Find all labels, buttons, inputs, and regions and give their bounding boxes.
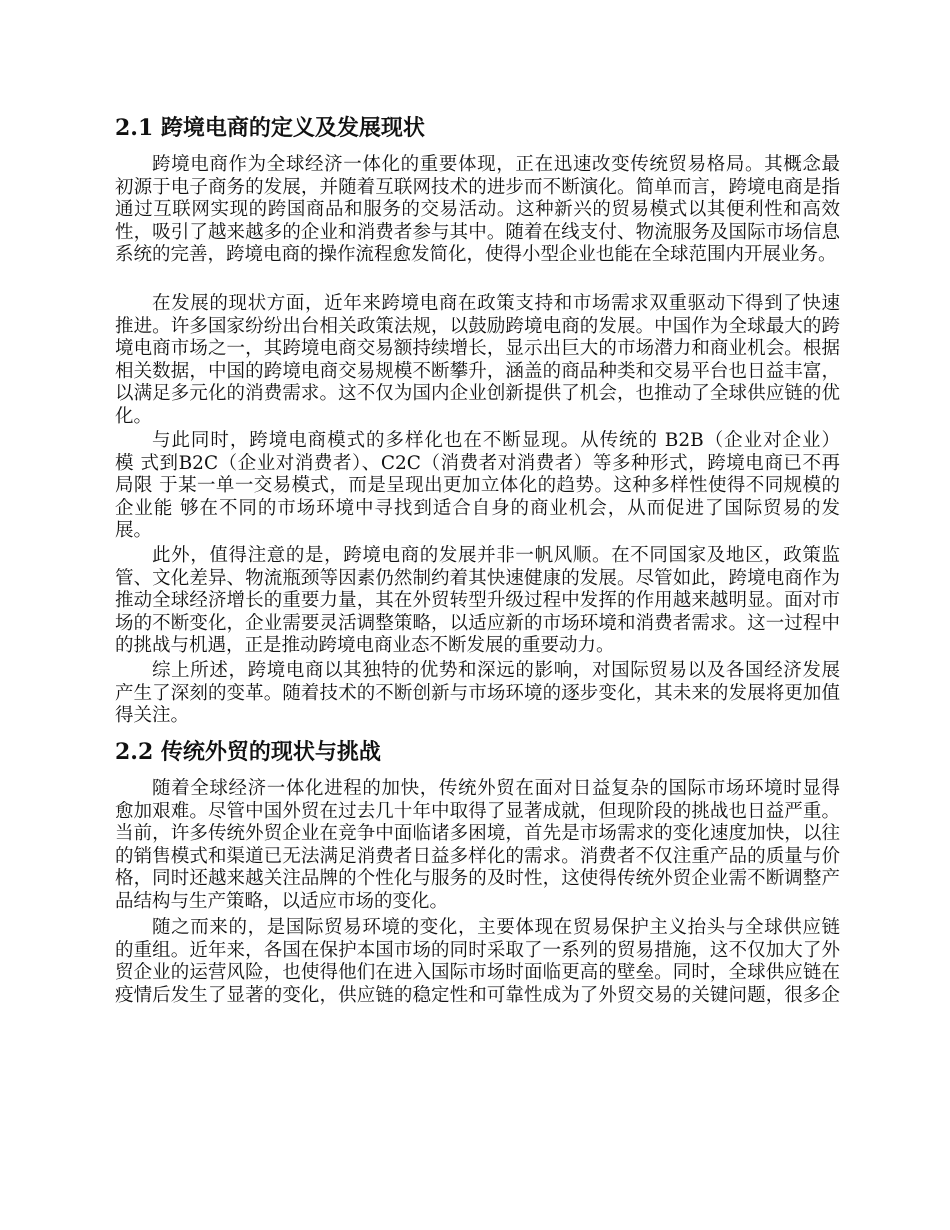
text-line: 随之而来的，是国际贸易环境的变化，主要体现在贸易保护主义抬头与全球供应链 [152, 917, 840, 938]
text-line: 愈加艰难。尽管中国外贸在过去几十年中取得了显著成就，但现阶段的挑战也日益严重。 [115, 800, 840, 822]
text-line: 场的不断变化，企业需要灵活调整策略，以适应新的市场环境和消费者需求。这一过程中 [115, 612, 840, 634]
text-line: 的重组。近年来，各国在保护本国市场的同时采取了一系列的贸易措施，这不仅加大了外 [115, 939, 840, 961]
text-line: 境电商市场之一，其跨境电商交易额持续增长，显示出巨大的市场潜力和商业机会。根据 [115, 338, 840, 359]
text-line: 初源于电子商务的发展，并随着互联网技术的进步而不断演化。简单而言，跨境电商是指 [115, 176, 840, 198]
text-line: 此外，值得注意的是，跨境电商的发展并非一帆风顺。在不同国家及地区，政策监 [152, 545, 840, 566]
paragraph [115, 660, 840, 728]
text-line: 贸企业的运营风险，也使得他们在进入国际市场时面临更高的壁垒。同时，全球供应链在 [115, 962, 840, 983]
text-line: 性，吸引了越来越多的企业和消费者参与其中。随着在线支付、物流服务及国际市场信息 [115, 221, 840, 243]
text-line: 局限 于某一单一交易模式，而是呈现出更加立体化的趋势。这种多样性使得不同规模的 [115, 475, 840, 496]
text-line: 以满足多元化的消费需求。这不仅为国内企业创新提供了机会，也推动了全球供应链的优 [115, 383, 840, 404]
text-line: 的挑战与机遇，正是推动跨境电商业态不断发展的重要动力。 [115, 635, 615, 656]
section-heading-2-2: 2.2 传统外贸的现状与挑战 [115, 739, 381, 765]
text-line: 当前，许多传统外贸企业在竞争中面临诸多困境，首先是市场需求的变化速度加快，以往 [115, 823, 840, 844]
paragraph [115, 545, 840, 658]
text-line: 疫情后发生了显著的变化，供应链的稳定性和可靠性成为了外贸交易的关键问题，很多企 [115, 984, 840, 1006]
text-line: 品结构与生产策略，以适应市场的变化。 [115, 890, 449, 912]
paragraph [115, 154, 840, 267]
text-line: 化。 [115, 405, 153, 427]
text-line: 随着全球经济一体化进程的加快，传统外贸在面对日益复杂的国际市场环境时显得 [152, 778, 840, 799]
text-line: 与此同时，跨境电商模式的多样化也在不断显现。从传统的 B2B（企业对企业） [152, 430, 840, 451]
text-line: 企业能 够在不同的市场环境中寻找到适合自身的商业机会，从而促进了国际贸易的发 [115, 497, 840, 519]
text-line: 得关注。 [115, 705, 190, 726]
section-heading-2-1: 2.1 跨境电商的定义及发展现状 [115, 115, 425, 141]
text-line: 推动全球经济增长的重要力量，其在外贸转型升级过程中发挥的作用越来越明显。面对市 [115, 590, 840, 611]
paragraph [115, 778, 840, 913]
text-line: 相关数据，中国的跨境电商交易规模不断攀升，涵盖的商品种类和交易平台也日益丰富， [115, 360, 840, 382]
text-line: 在发展的现状方面，近年来跨境电商在政策支持和市场需求双重驱动下得到了快速 [152, 293, 840, 314]
text-line: 产生了深刻的变革。随着技术的不断创新与市场环境的逐步变化，其未来的发展将更加值 [115, 682, 840, 704]
text-line: 管、文化差异、物流瓶颈等因素仍然制约着其快速健康的发展。尽管如此，跨境电商作为 [115, 567, 840, 589]
text-line: 通过互联网实现的跨国商品和服务的交易活动。这种新兴的贸易模式以其便利性和高效 [115, 199, 840, 220]
text-line: 跨境电商作为全球经济一体化的重要体现，正在迅速改变传统贸易格局。其概念最 [152, 154, 840, 175]
text-line: 综上所述，跨境电商以其独特的优势和深远的影响，对国际贸易以及各国经济发展 [152, 660, 840, 681]
paragraph [115, 430, 840, 543]
paragraph [115, 293, 840, 428]
text-line: 展。 [115, 520, 153, 541]
paragraph [115, 917, 840, 1007]
text-line: 格，同时还越来越关注品牌的个性化与服务的及时性，这使得传统外贸企业需不断调整产 [115, 868, 840, 889]
text-line: 的销售模式和渠道已无法满足消费者日益多样化的需求。消费者不仅注重产品的质量与价 [115, 845, 840, 867]
text-line: 模 式到B2C（企业对消费者）、C2C（消费者对消费者）等多种形式，跨境电商已不再 [115, 452, 840, 474]
text-line: 系统的完善，跨境电商的操作流程愈发简化，使得小型企业也能在全球范围内开展业务。 [115, 244, 837, 265]
text-line: 推进。许多国家纷纷出台相关政策法规，以鼓励跨境电商的发展。中国作为全球最大的跨 [115, 315, 840, 337]
